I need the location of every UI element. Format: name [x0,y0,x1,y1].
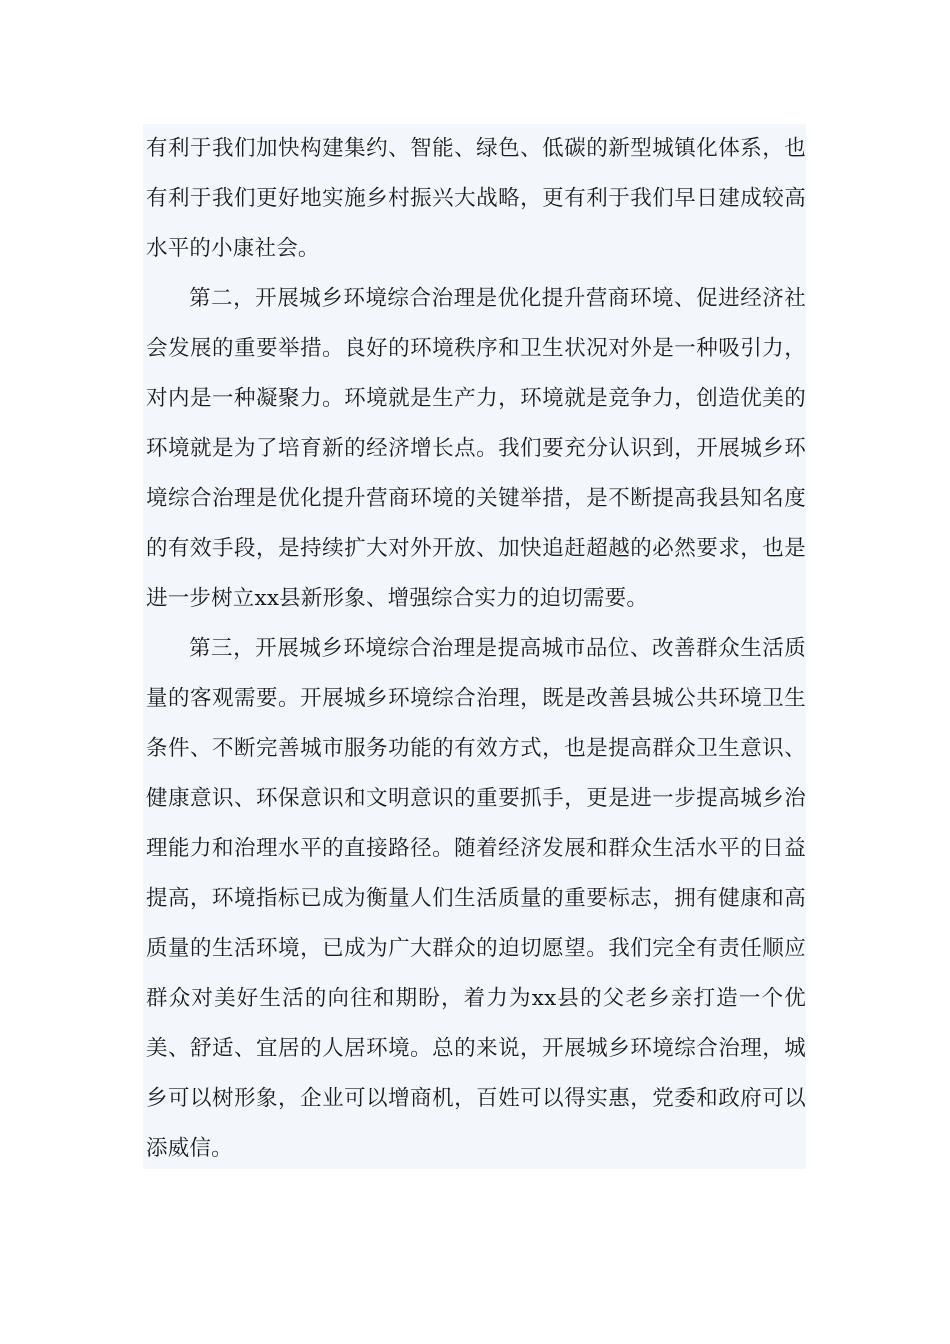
document-body [143,124,806,1169]
paragraph-continuation: 有利于我们加快构建集约、智能、绿色、低碳的新型城镇化体系，也有利于我们更好地实施乡村振兴大战略，更有利于我们早日建成较高水平的小康社会。 [146,136,806,261]
paragraph-second-point: 第二，开展城乡环境综合治理是优化提升营商环境、促进经济社会发展的重要举措。良好的环境秩序和卫生状况对外是一种吸引力，对内是一种凝聚力。环境就是生产力，环境就是竞争力，创造优美的环境就是为了培育新的经济增长点。我们要充分认识到，开展城乡环境综合治理是优化提升营商环境的关键举措，是不断提高我县知名度的有效手段，是持续扩大对外开放、加快追赶超越的必然要求，也是进一步树立xx县新形象、增强综合实力的迫切需要。 [146,286,806,611]
paragraph-third-point: 第三，开展城乡环境综合治理是提高城市品位、改善群众生活质量的客观需要。开展城乡环境综合治理，既是改善县城公共环境卫生条件、不断完善城市服务功能的有效方式，也是提高群众卫生意识、健康意识、环保意识和文明意识的重要抓手，更是进一步提高城乡治理能力和治理水平的直接路径。随着经济发展和群众生活水平的日益提高，环境指标已成为衡量人们生活质量的重要标志，拥有健康和高质量的生活环境，已成为广大群众的迫切愿望。我们完全有责任顺应群众对美好生活的向往和期盼，着力为xx县的父老乡亲打造一个优美、舒适、宜居的人居环境。总的来说，开展城乡环境综合治理，城乡可以树形象，企业可以增商机，百姓可以得实惠，党委和政府可以添威信。 [146,636,806,1161]
